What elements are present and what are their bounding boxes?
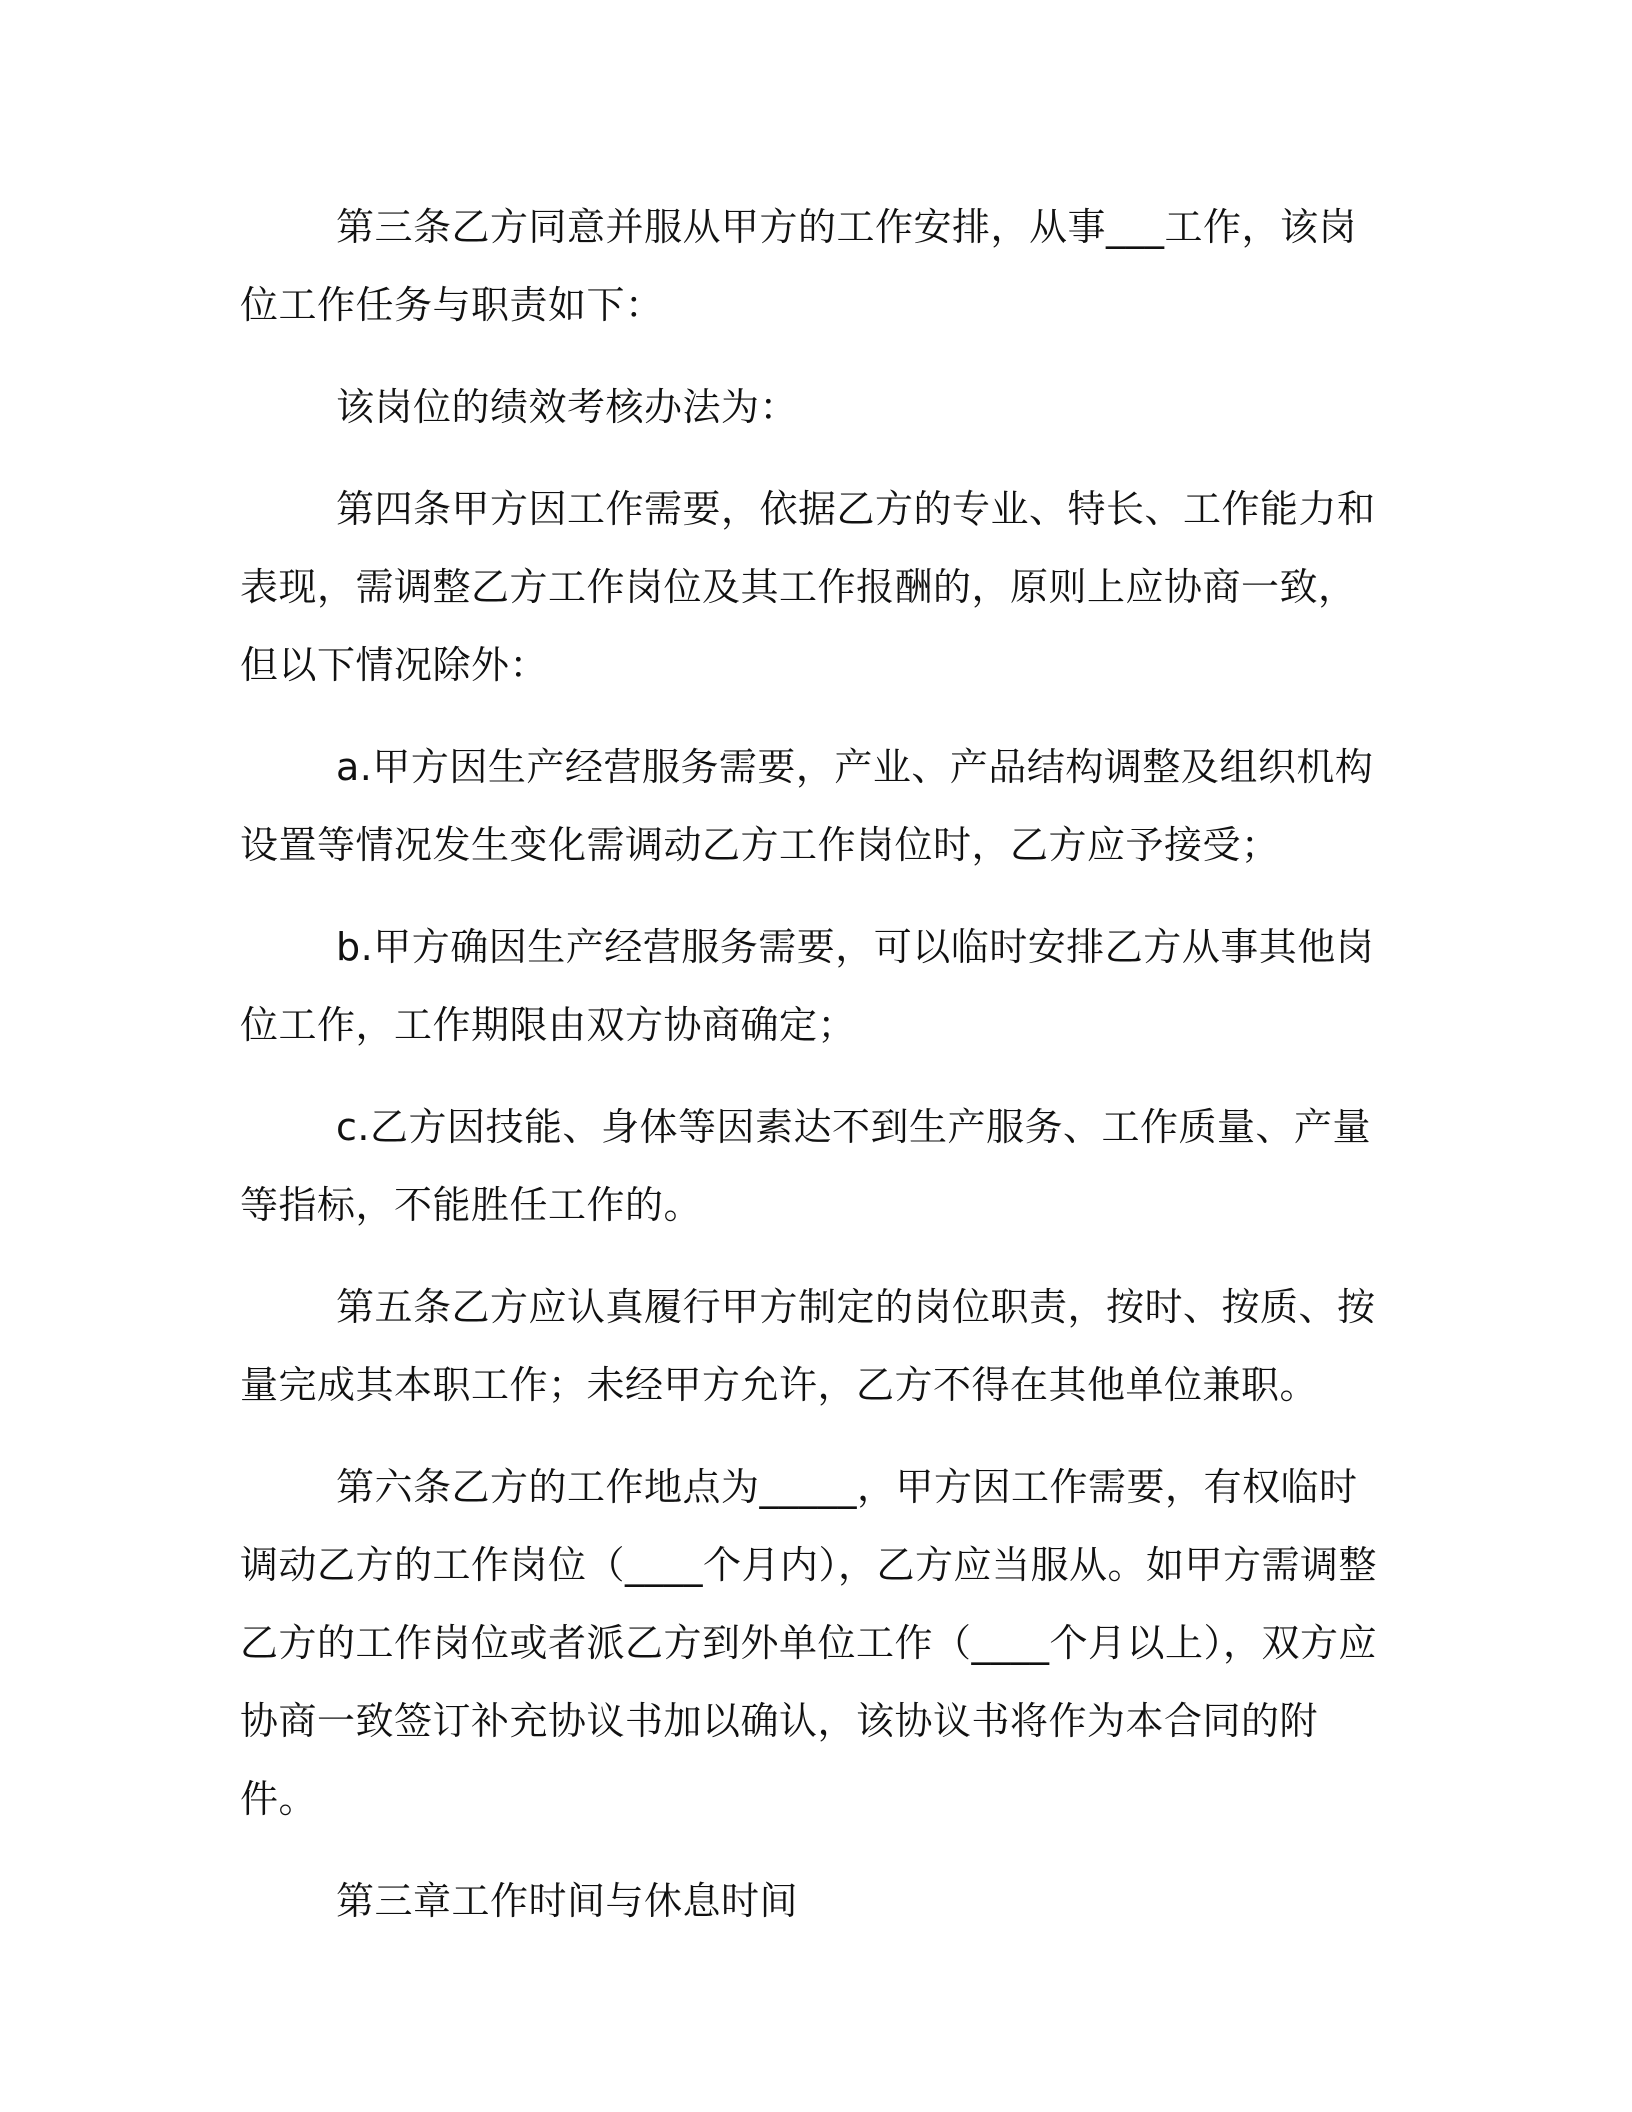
paragraph-article-4: 第四条甲方因工作需要，依据乙方的专业、特长、工作能力和表现，需调整乙方工作岗位及其工作报酬的，原则上应协商一致，但以下情况除外：	[240, 487, 1376, 687]
paragraph-performance-assessment: 该岗位的绩效考核办法为：	[336, 385, 799, 429]
paragraph-article-3: 第三条乙方同意并服从甲方的工作安排，从事___工作，该岗位工作任务与职责如下：	[240, 205, 1358, 327]
paragraph-item-b: b.甲方确因生产经营服务需要，可以临时安排乙方从事其他岗位工作，工作期限由双方协商确定；	[240, 925, 1375, 1047]
document-body	[240, 188, 1380, 1940]
paragraph-item-a: a.甲方因生产经营服务需要，产业、产品结构调整及组织机构设置等情况发生变化需调动乙方工作岗位时，乙方应予接受；	[240, 745, 1374, 867]
chapter-heading: 第三章工作时间与休息时间	[336, 1879, 799, 1923]
paragraph-item-c: c.乙方因技能、身体等因素达不到生产服务、工作质量、产量等指标，不能胜任工作的。	[240, 1105, 1371, 1227]
paragraph-article-5: 第五条乙方应认真履行甲方制定的岗位职责，按时、按质、按量完成其本职工作；未经甲方允许，乙方不得在其他单位兼职。	[240, 1285, 1376, 1407]
paragraph-article-6: 第六条乙方的工作地点为_____，甲方因工作需要，有权临时调动乙方的工作岗位（____个月内），乙方应当服从。如甲方需调整乙方的工作岗位或者派乙方到外单位工作（____个月以上），双方应协商一致签订补充协议书加以确认，该协议书将作为本合同的附件。	[240, 1465, 1378, 1821]
